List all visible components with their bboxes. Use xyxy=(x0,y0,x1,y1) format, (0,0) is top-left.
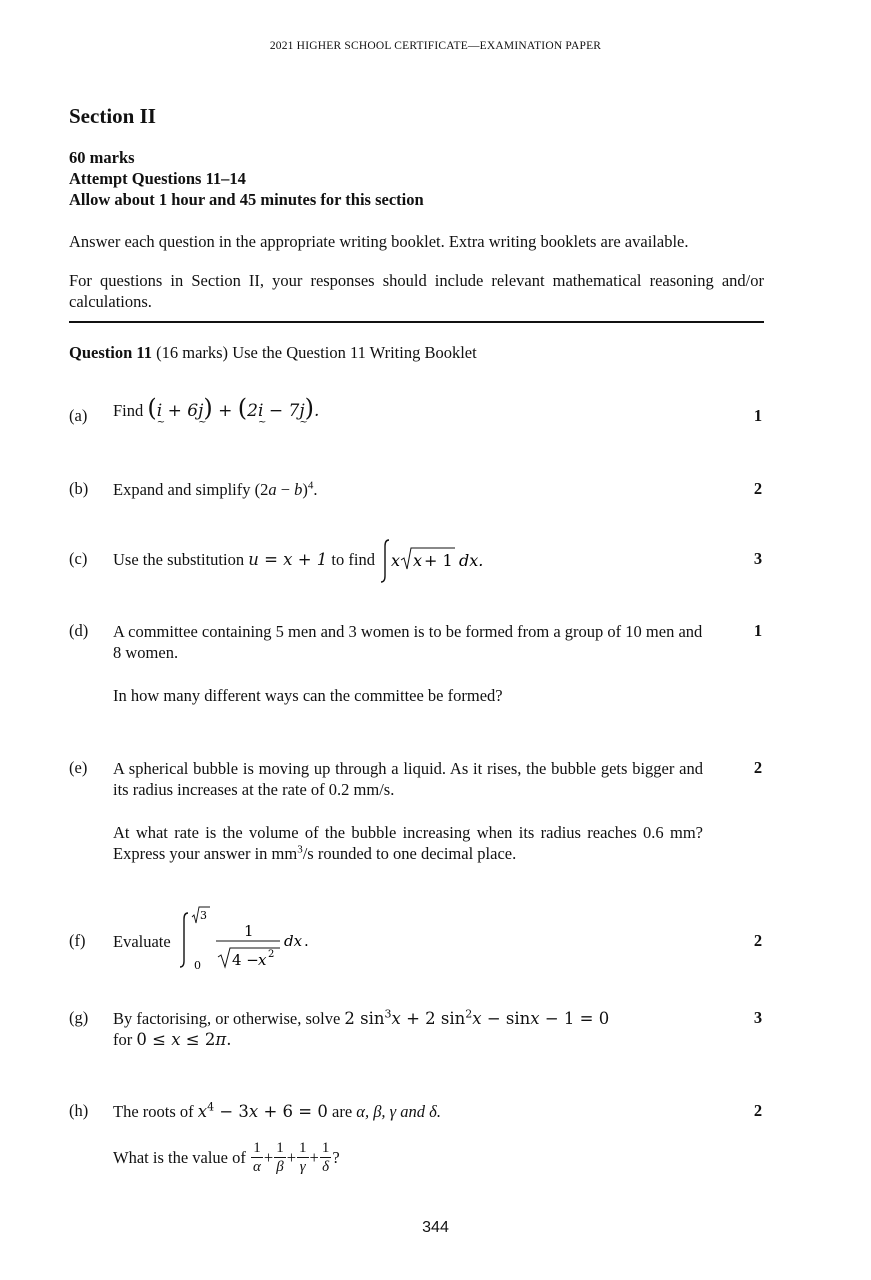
part-h-question-prefix: What is the value of xyxy=(113,1148,246,1167)
svg-text:x: x xyxy=(258,951,267,969)
svg-text:0: 0 xyxy=(194,959,201,972)
svg-text:dx: dx xyxy=(284,932,303,950)
svg-text:.: . xyxy=(304,932,309,950)
instruction-reasoning: For questions in Section II, your responses should include relevant mathematical reasoning and/or calculations. xyxy=(69,271,764,311)
part-b-prefix: Expand and simplify xyxy=(113,480,251,499)
part-h-question: What is the value of $\frac{1}{\alpha}$ + $\frac{1}{\beta}$ + $\frac{1}{\gamma}$ + $\frac{1}{\delta}$ ? xyxy=(113,1140,340,1175)
part-h-label: (h) xyxy=(69,1101,89,1120)
part-d-line1: A committee containing 5 men and 3 women is to be formed from a group of 10 men and 8 women. xyxy=(113,622,703,662)
section-marks: 60 marks xyxy=(69,148,135,167)
part-h-prefix: The roots of xyxy=(113,1102,194,1121)
part-c-mid: to find xyxy=(331,550,375,569)
part-b-mark: 2 xyxy=(753,479,763,498)
part-a-mark: 1 xyxy=(753,406,763,425)
part-d-mark: 1 xyxy=(753,621,763,640)
section-time: Allow about 1 hour and 45 minutes for this section xyxy=(69,190,424,209)
part-h-roots: α, β, γ and δ. xyxy=(356,1102,441,1121)
svg-text:dx.: dx. xyxy=(459,551,484,570)
part-e-line2-start: At what rate is the volume of the bubble increasing when its radius reaches 0.6 mm? Express your answer in mm xyxy=(113,823,703,863)
part-a-prefix: Find xyxy=(113,401,144,420)
part-g-prefix: By factorising, or otherwise, solve xyxy=(113,1009,341,1028)
part-f-prefix: Evaluate xyxy=(113,932,171,951)
svg-text:3: 3 xyxy=(200,909,207,922)
question-heading xyxy=(69,343,477,363)
part-e-line1: A spherical bubble is moving up through a liquid. As it rises, the bubble gets bigger and its radius increases at the rate of 0.2 mm/s. xyxy=(113,759,703,799)
section-attempt: Attempt Questions 11–14 xyxy=(69,169,246,188)
part-g-equation: 2 $\sin^3x + 2$ $\sin^2x - \sin x - 1 = 0$ xyxy=(344,1007,610,1028)
instruction-booklets: Answer each question in the appropriate writing booklet. Extra writing booklets are available. xyxy=(69,232,689,251)
part-c-substitution: u = x + 1 xyxy=(248,550,328,569)
part-b-expression: $(2a - b)^4$. xyxy=(254,479,318,499)
page-number: 344 xyxy=(422,1219,449,1236)
svg-text:4 −: 4 − xyxy=(232,951,259,969)
part-g-text xyxy=(113,1008,703,1050)
part-h-mark: 2 xyxy=(753,1101,763,1120)
part-f-mark: 2 xyxy=(753,931,763,950)
part-c-mark: 3 xyxy=(753,549,763,568)
part-h-text xyxy=(113,1101,703,1122)
svg-text:2: 2 xyxy=(268,949,275,960)
fraction-alpha: $\frac{1}{\alpha}$ xyxy=(253,1140,261,1175)
part-e-label: (e) xyxy=(69,758,88,777)
question-marks: (16 marks) xyxy=(156,343,229,362)
part-h-polynomial: $x^4 - 3x + 6 = 0$ xyxy=(197,1100,328,1121)
part-b-label: (b) xyxy=(69,479,89,498)
fraction-beta: $\frac{1}{\beta}$ xyxy=(276,1140,284,1175)
part-e-cubed: 3 xyxy=(297,843,303,856)
part-g-label: (g) xyxy=(69,1008,89,1027)
svg-text:+ 1: + 1 xyxy=(424,551,453,570)
part-a-expression: (i ~ + 6j ~) + (2i ~ − 7j ~). xyxy=(147,401,319,421)
svg-text:x: x xyxy=(391,551,401,570)
svg-text:x: x xyxy=(413,551,423,570)
part-f-integral xyxy=(176,905,336,975)
part-a-text xyxy=(113,394,703,422)
part-f-label: (f) xyxy=(69,931,86,950)
part-c-label: (c) xyxy=(69,549,88,568)
part-e-mark: 2 xyxy=(753,758,763,777)
svg-text:1: 1 xyxy=(244,922,254,940)
part-e-line2 xyxy=(113,822,703,864)
part-h-mid: are xyxy=(332,1102,353,1121)
part-e-line2-end: /s rounded to one decimal place. xyxy=(302,844,517,863)
part-d-label: (d) xyxy=(69,621,89,640)
part-b-text xyxy=(113,479,703,500)
part-d-line2: In how many different ways can the committee be formed? xyxy=(113,686,503,705)
part-g-mark: 3 xyxy=(753,1008,763,1027)
fraction-delta: $\frac{1}{\delta}$ xyxy=(321,1140,330,1175)
part-g-for: for xyxy=(113,1030,133,1049)
fraction-gamma: $\frac{1}{\gamma}$ xyxy=(299,1140,307,1175)
divider-rule xyxy=(69,321,764,323)
question-title: Question 11 xyxy=(69,343,152,362)
part-c-text xyxy=(113,536,703,586)
part-g-domain: 0 ≤ x ≤ 2π. xyxy=(136,1030,232,1049)
question-booklet: Use the Question 11 Writing Booklet xyxy=(232,343,477,362)
page-header: 2021 HIGHER SCHOOL CERTIFICATE—EXAMINATION PAPER xyxy=(269,40,602,52)
part-a-label: (a) xyxy=(69,406,88,425)
section-title: Section II xyxy=(69,104,156,128)
part-c-prefix: Use the substitution xyxy=(113,550,245,569)
part-c-integral xyxy=(379,536,494,586)
